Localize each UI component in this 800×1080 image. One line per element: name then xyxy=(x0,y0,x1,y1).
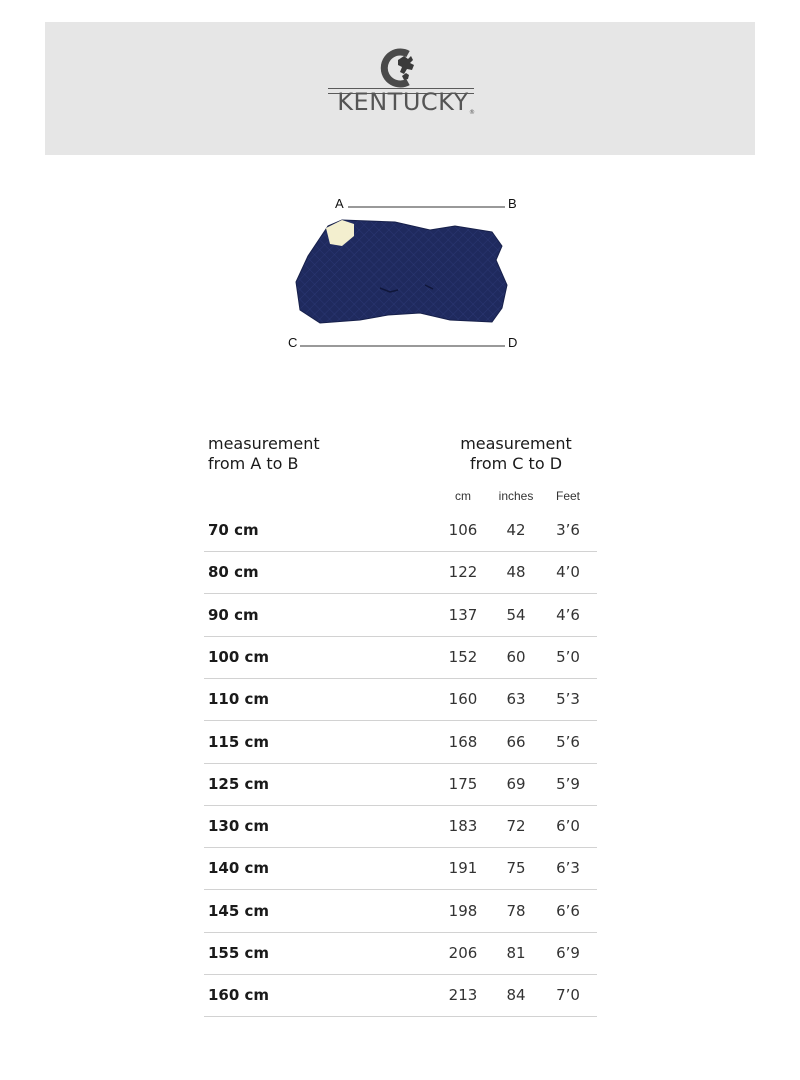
size-inches: 72 xyxy=(506,817,526,836)
table-row xyxy=(204,678,597,721)
size-a-to-b: 90 cm xyxy=(208,605,259,624)
table-row xyxy=(204,847,597,890)
registered-mark: ® xyxy=(469,109,475,116)
size-inches: 69 xyxy=(506,774,526,793)
size-cm: 175 xyxy=(448,774,478,793)
size-inches: 48 xyxy=(506,563,526,582)
label-a: A xyxy=(335,196,344,211)
size-inches: 84 xyxy=(506,986,526,1005)
size-cm: 122 xyxy=(448,563,478,582)
size-cm: 106 xyxy=(448,521,478,539)
size-cm: 168 xyxy=(448,732,478,751)
size-feet: 6’9 xyxy=(556,944,580,962)
table-row xyxy=(204,890,597,933)
size-a-to-b: 140 cm xyxy=(208,859,270,878)
table-row xyxy=(204,974,597,1017)
size-feet: 6’6 xyxy=(556,901,580,920)
size-feet: 4’0 xyxy=(556,563,580,582)
size-inches: 81 xyxy=(506,944,526,962)
kentucky-logo-icon xyxy=(378,46,422,90)
size-feet: 5’9 xyxy=(556,774,580,793)
size-feet: 3’6 xyxy=(556,521,580,539)
size-a-to-b: 130 cm xyxy=(208,817,270,836)
size-inches: 42 xyxy=(506,521,526,539)
size-a-to-b: 100 cm xyxy=(208,647,270,666)
label-c: C xyxy=(288,335,298,350)
size-a-to-b: 160 cm xyxy=(208,986,270,1005)
size-feet: 6’3 xyxy=(556,859,580,878)
size-feet: 7’0 xyxy=(556,986,580,1005)
size-a-to-b: 145 cm xyxy=(208,901,270,920)
header-a-to-b: measurement from A to B xyxy=(208,434,320,473)
table-row xyxy=(204,594,597,637)
size-inches: 54 xyxy=(506,605,526,624)
size-cm: 137 xyxy=(448,605,478,624)
size-inches: 63 xyxy=(506,690,526,709)
size-cm: 183 xyxy=(448,817,478,836)
size-cm: 191 xyxy=(448,859,478,878)
size-cm: 206 xyxy=(448,944,478,962)
table-row xyxy=(204,509,597,552)
size-feet: 6’0 xyxy=(556,817,580,836)
size-cm: 152 xyxy=(448,647,478,666)
col-inches: inches xyxy=(498,489,534,503)
size-cm: 213 xyxy=(448,986,478,1005)
rug-illustration xyxy=(280,190,530,360)
table-row xyxy=(204,636,597,679)
size-inches: 60 xyxy=(506,647,526,666)
size-feet: 4’6 xyxy=(556,605,580,624)
size-a-to-b: 125 cm xyxy=(208,774,270,793)
size-a-to-b: 115 cm xyxy=(208,732,270,751)
size-cm: 160 xyxy=(448,690,478,709)
table-row xyxy=(204,551,597,594)
rug-diagram xyxy=(280,190,530,360)
label-d: D xyxy=(508,335,518,350)
size-a-to-b: 155 cm xyxy=(208,944,270,962)
header-c-to-d: measurement from C to D xyxy=(460,434,572,473)
size-inches: 75 xyxy=(506,859,526,878)
size-cm: 198 xyxy=(448,901,478,920)
size-a-to-b: 110 cm xyxy=(208,690,270,709)
col-cm: cm xyxy=(455,489,471,503)
table-row xyxy=(204,932,597,975)
label-b: B xyxy=(508,196,517,211)
table-row xyxy=(204,763,597,806)
size-feet: 5’3 xyxy=(556,690,580,709)
table-row xyxy=(204,721,597,764)
table-row xyxy=(204,805,597,848)
brand-name: KENTUCKY xyxy=(337,88,469,116)
size-inches: 66 xyxy=(506,732,526,751)
size-a-to-b: 80 cm xyxy=(208,563,259,582)
size-feet: 5’6 xyxy=(556,732,580,751)
size-inches: 78 xyxy=(506,901,526,920)
col-feet: Feet xyxy=(555,489,580,503)
size-a-to-b: 70 cm xyxy=(208,521,259,539)
size-feet: 5’0 xyxy=(556,647,580,666)
